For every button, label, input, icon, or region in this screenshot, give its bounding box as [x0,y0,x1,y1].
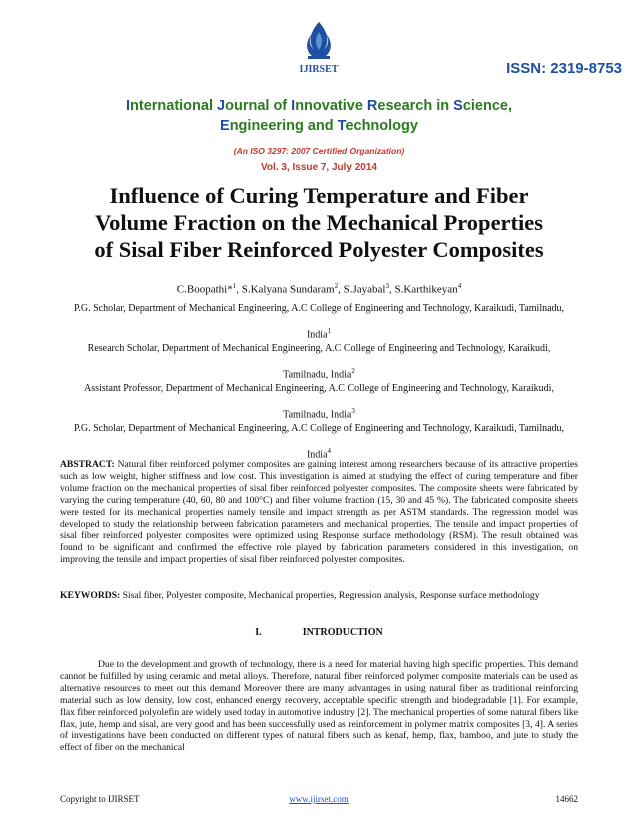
journal-logo [286,16,352,82]
author: C.Boopathi* [176,283,233,296]
copyright-text: Copyright to IJIRSET [60,794,140,804]
issn-number: ISSN: 2319-8753 [506,60,622,77]
author: S.Karthikeyan [394,283,458,296]
logo-flame-icon [307,22,331,59]
logo-text: IJIRSET [299,64,339,75]
abstract-text: Natural fiber reinforced polymer composites are gaining interest among researchers because of its attractive properties such as low weight, higher stiffness and low cost. This investigation is aimed at studying the effect of curing temperature and fiber volume fraction on the mechanical properties of sisal fiber reinforced polyester composites. The composite sheets were fabricated by varying the curing temperature (40, 60, 80 and 100°C) and fiber volume fraction (15, 30 and 45 %). The fabricated composite sheets were tested for its mechanical properties namely tensile and impact strength as per ASTM standards. The regression model was developed to study the relationship between fabrication parameters and mechanical properties. The tensile and impact properties of sisal fiber reinforced polyester composites were optimized using Response surface methodology (RSM). The result obtained was found to be significant and confirmed the effective role played by fabrication parameters considered in this investigation, on improving the tensile and impact properties of sisal fiber reinforced polyester composites. [60,459,578,566]
affiliation-2: Research Scholar, Department of Mechanical Engineering, A.C College of Engineering and Technology, Karaikudi, Tamilnadu, India$^2$ [87,343,551,381]
website-link[interactable]: www.ijirset.com [289,794,349,804]
abstract-label: ABSTRACT: [60,459,115,470]
volume-issue: Vol. 3, Issue 7, July 2014 [261,162,377,173]
journal-name-line-2: Engineering and Technology [220,118,418,134]
keywords-label: KEYWORDS: [60,590,121,601]
abstract [60,459,578,566]
page-footer [60,794,578,806]
iso-certification: (An ISO 3297: 2007 Certified Organization) [233,146,405,156]
author-list: C.Boopathi*$^1$, S.Kalyana Sundaram$^2$, S.Jayabal$^3$, S.Karthikeyan$^4$ [176,282,462,296]
affiliation-3: Assistant Professor, Department of Mechanical Engineering, A.C College of Engineering and Technology, Karaikudi, Tamilnadu, India$^3$ [84,383,554,421]
author: S.Kalyana Sundaram [241,283,335,296]
affiliation-4: P.G. Scholar, Department of Mechanical Engineering, A.C College of Engineering and Technology, Karaikudi, Tamilnadu, India$^4$ [73,423,565,461]
keywords [60,590,578,602]
section-title: INTRODUCTION [302,627,383,638]
author: S.Jayabal [343,283,386,296]
journal-name-line-1: International Journal of Innovative Research in Science, [125,98,513,114]
page-number: 14662 [555,794,578,804]
paper-title: Influence of Curing Temperature and Fiber Volume Fraction on the Mechanical Properties of Sisal Fiber Reinforced Polyester Composites [94,183,544,262]
keywords-text: Sisal fiber, Polyester composite, Mechanical properties, Regression analysis, Response surface methodology [122,590,540,601]
section-number: I. [255,627,262,638]
affiliation-1: P.G. Scholar, Department of Mechanical Engineering, A.C College of Engineering and Technology, Karaikudi, Tamilnadu, India$^1$ [73,303,565,341]
section-heading [0,627,638,638]
introduction-paragraph: Due to the development and growth of technology, there is a need for material having high specific properties. This demand cannot be fulfilled by using ceramic and metal alloys. Therefore, natural fiber reinforced polymer composite materials can be used as alternative resources to meet out this demand Moreover there are many advantages in using natural fiber as traditional reinforcing material such as low density, low cost, enhanced energy recovery, acceptable specific strength and biodegradable [1]. For example, flax fiber reinforced polyolefin are widely used today in automotive industry [2]. The mechanical properties of some natural fibers like flax, jute, hemp and sisal, are very good and has been successfully used as reinforcement in polymer matrix composites [3, 4]. A series of investigations have been conducted on different types of natural fibers such as kenaf, hemp, flax, bamboo, and jute to study the effect of fiber on the mechanical [60,659,578,754]
